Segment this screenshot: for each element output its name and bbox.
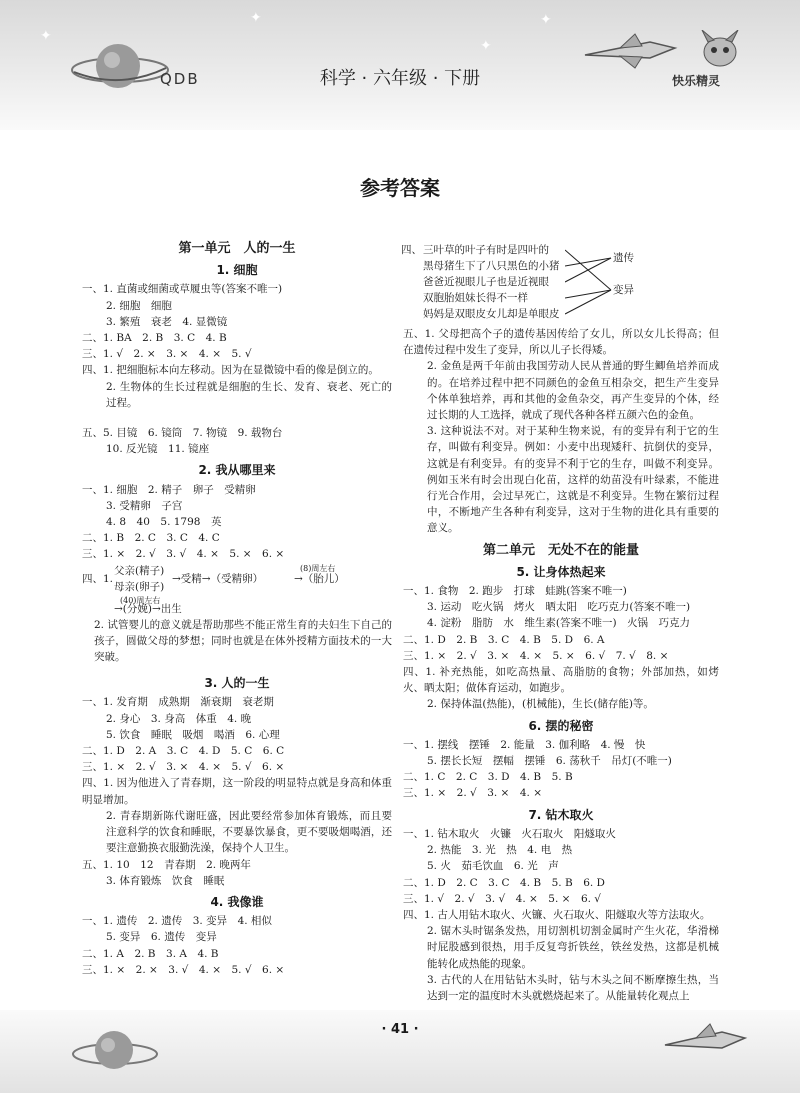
answer-line: 5. 变异 6. 遗传 变异 xyxy=(106,931,217,944)
star-icon: ✦ xyxy=(40,28,52,44)
matching-exercise xyxy=(403,242,719,326)
star-icon: ✦ xyxy=(540,12,552,28)
brand-logo-right: 快乐精灵 xyxy=(672,74,721,88)
unit-heading: 第一单元 人的一生 xyxy=(178,241,296,256)
answer-line: 二、1. D 2. C 3. C 4. B 5. B 6. D xyxy=(403,876,605,889)
answer-line: 2. 金鱼是两千年前由我国劳动人民从普通的野生鲫鱼培养而成的。在培养过程中把不同颜色的金鱼互相杂交，把生产生变异个体单独培养，再和其他的金鱼杂交，再产生变异的个体，经过长期的人工选择，就成了现代各种各样五颜六色的金鱼。 xyxy=(427,360,719,422)
answer-line: 2. 保持体温(热能)，(机械能)，生长(储存能)等。 xyxy=(427,698,654,711)
answer-line: 四、1. 古人用钻木取火、火镰、火石取火、阳燧取火等方法取火。 xyxy=(403,908,711,921)
answer-line: 5. 饮食 睡眠 吸烟 喝酒 6. 心理 xyxy=(106,728,280,741)
answer-line: 3. 受精卵 子宫 xyxy=(106,499,183,512)
brand-logo-left: QDB xyxy=(160,70,200,88)
answer-line: 三、1. × 2. √ 3. × 4. × 5. × 6. √ 7. √ 8. × xyxy=(403,649,669,662)
answer-line: 三、1. √ 2. × 3. × 4. × 5. √ xyxy=(82,348,252,361)
left-column xyxy=(82,238,392,978)
answer-line: 一、1. 食物 2. 跑步 打球 蛙跳(答案不唯一) xyxy=(403,585,627,598)
page-header xyxy=(0,0,800,130)
answer-line: 二、1. C 2. C 3. D 4. B 5. B xyxy=(403,771,573,784)
answer-line: 3. 体育锻炼 饮食 睡眠 xyxy=(106,874,225,887)
unit-heading: 第二单元 无处不在的能量 xyxy=(482,542,639,558)
answer-line: 2. 热能 3. 光 热 4. 电 热 xyxy=(427,844,573,857)
answer-line: 4. 淀粉 脂肪 水 维生素(答案不唯一) 火锅 巧克力 xyxy=(427,617,691,630)
answer-line: 一、1. 细胞 2. 精子 卵子 受精卵 xyxy=(82,483,256,496)
answer-line: 二、1. A 2. B 3. A 4. B xyxy=(82,947,219,960)
answer-line: 三、1. × 2. √ 3. × 4. × 5. √ 6. × xyxy=(82,761,285,774)
answer-line: 一、1. 遗传 2. 遗传 3. 变异 4. 相似 xyxy=(82,915,272,928)
answer-line: 五、1. 10 12 青春期 2. 晚两年 xyxy=(82,858,251,871)
answer-line: 二、1. B 2. C 3. C 4. C xyxy=(82,532,220,545)
saturn-planet-icon xyxy=(70,30,170,100)
answer-line: 二、1. BA 2. B 3. C 4. B xyxy=(82,332,227,345)
diagram-step: →(分娩)→出生 xyxy=(114,602,182,615)
answer-line: 2. 生物体的生长过程就是细胞的生长、发育、衰老、死亡的过程。 xyxy=(106,380,392,409)
answer-line: 三、1. × 2. √ 3. × 4. × xyxy=(403,787,543,800)
diagram-father: 父亲(精子) xyxy=(114,564,165,577)
answer-line: 5. 火 茹毛饮血 6. 光 声 xyxy=(427,860,559,873)
answer-line: 二、1. D 2. B 3. C 4. B 5. D 6. A xyxy=(403,633,605,646)
match-target: 遗传 xyxy=(613,252,634,264)
answer-line: 三、1. √ 2. √ 3. √ 4. × 5. × 6. √ xyxy=(403,892,601,905)
answer-line: 5. 摆长长短 摆幅 摆锤 6. 荡秋千 吊灯(不唯一) xyxy=(427,755,672,768)
answer-line: 四、1. 补充热能，如吃高热量、高脂肪的食物；外部加热，如烤火、晒太阳；做体育运动，如跑步。 xyxy=(403,666,719,695)
answer-line: 3. 这种说法不对。对于某种生物来说，有的变异有利于它的生存，叫做有利变异。例如：小麦中出现矮秆、抗倒伏的变异，这就是有利变异。有的变异不利于它的生存，叫做不利变异。例如玉米有时会出现白化苗，这样的幼苗没有叶绿素，不能进行光合作用，会过早死亡，这就是不利变异。生物在繁衍过程中，不断地产生各种有利变异，这对于生物的进化具有重要的意义。 xyxy=(427,425,719,535)
answer-line: 3. 繁殖 衰老 4. 显微镜 xyxy=(106,315,228,328)
match-lines xyxy=(565,242,617,326)
answer-line: 三、1. × 2. √ 3. √ 4. × 5. × 6. × xyxy=(82,548,285,561)
answer-line: 3. 古代的人在用钻钻木头时，钻与木头之间不断摩擦生热，当达到一定的温度时木头就燃烧起来了。从能量转化观点上 xyxy=(427,973,719,1002)
birth-process-diagram xyxy=(82,563,392,597)
diagram-mother: 母亲(卵子) xyxy=(114,580,165,593)
diagram-label: 四、1. xyxy=(82,572,114,585)
answer-line: 一、1. 发育期 成熟期 渐衰期 衰老期 xyxy=(82,696,274,709)
answer-line: 2. 细胞 细胞 xyxy=(106,299,172,312)
diagram-week: (8)周左右 xyxy=(300,563,336,573)
lesson-heading: 5. 让身体热起来 xyxy=(516,564,606,579)
lesson-heading: 3. 人的一生 xyxy=(204,676,270,691)
answer-line: 2. 试管婴儿的意义就是帮助那些不能正常生育的夫妇生下自己的孩子，圆做父母的梦想；同时也就是在体外授精方面技术的一大突破。 xyxy=(94,618,392,664)
match-item: 三叶草的叶子有时是四叶的 xyxy=(423,244,549,256)
star-icon: ✦ xyxy=(250,10,262,26)
answer-line: 2. 青春期新陈代谢旺盛，因此要经常参加体育锻炼，而且要注意科学的饮食和睡眠，不要暴饮暴食，更不要吸烟喝酒，还要注意勤换衣服勤洗澡，保持个人卫生。 xyxy=(106,809,392,855)
answer-line: 四、1. 把细胞标本向左移动。因为在显微镜中看的像是倒立的。 xyxy=(82,364,379,377)
lesson-heading: 1. 细胞 xyxy=(216,263,258,278)
answer-line: 四、1. 因为他进入了青春期，这一阶段的明显特点就是身高和体重明显增加。 xyxy=(82,777,392,806)
answer-line: 三、1. × 2. × 3. √ 4. × 5. √ 6. × xyxy=(82,963,285,976)
document-title: 参考答案 xyxy=(360,176,440,200)
answer-line: 一、1. 直菌或细菌或草履虫等(答案不唯一) xyxy=(82,283,283,296)
answer-line: 一、1. 摆线 摆锤 2. 能量 3. 伽利略 4. 慢 快 xyxy=(403,738,646,751)
answer-line: 3. 运动 吃火锅 烤火 晒太阳 吃巧克力(答案不唯一) xyxy=(427,601,691,614)
answer-line: 五、1. 父母把高个子的遗传基因传给了女儿，所以女儿长得高；但在遗传过程中发生了变异，所以儿子长得矮。 xyxy=(403,328,719,357)
diagram-step: →受精→（受精卵） xyxy=(172,572,264,585)
lesson-heading: 2. 我从哪里来 xyxy=(198,463,276,478)
match-item: 妈妈是双眼皮女儿却是单眼皮 xyxy=(423,308,560,320)
subject-title: 科学 · 六年级 · 下册 xyxy=(319,68,481,89)
page-number: · 41 · xyxy=(381,1022,419,1037)
birth-process-diagram-continued xyxy=(82,597,392,617)
match-item: 黑母猪生下了八只黑色的小猪 xyxy=(423,260,560,272)
answer-line: 10. 反光镜 11. 镜座 xyxy=(106,443,210,456)
answer-line: 二、1. D 2. A 3. C 4. D 5. C 6. C xyxy=(82,745,285,758)
answer-line: 2. 锯木头时锯条发热，用切割机切割金属时产生火花，华滑梯时屁股感到很热，用手反复弯折铁丝，铁丝发热，这都是机械能转化成热能的现象。 xyxy=(427,925,719,970)
lesson-heading: 7. 钻木取火 xyxy=(528,807,594,822)
match-target: 变异 xyxy=(613,284,634,296)
answer-line: 五、5. 目镜 6. 镜筒 7. 物镜 9. 载物台 xyxy=(82,427,283,440)
answer-line: 4. 8 40 5. 1798 英 xyxy=(106,516,222,529)
lesson-heading: 4. 我像谁 xyxy=(210,894,264,909)
diagram-step: →（胎儿） xyxy=(294,572,345,585)
diagram-week: (40)周左右 xyxy=(120,595,161,605)
match-item: 双胞胎姐妹长得不一样 xyxy=(423,292,528,304)
match-label: 四、 xyxy=(401,244,422,256)
answer-line: 2. 身心 3. 身高 体重 4. 晚 xyxy=(106,712,252,725)
star-icon: ✦ xyxy=(480,38,492,54)
answer-line: 一、1. 钻木取火 火镰 火石取火 阳燧取火 xyxy=(403,827,616,840)
right-column xyxy=(403,242,719,1004)
mascot-icon xyxy=(690,30,750,70)
lesson-heading: 6. 摆的秘密 xyxy=(528,718,594,733)
space-shuttle-icon xyxy=(580,30,680,70)
match-item: 爸爸近视眼儿子也是近视眼 xyxy=(423,276,549,288)
